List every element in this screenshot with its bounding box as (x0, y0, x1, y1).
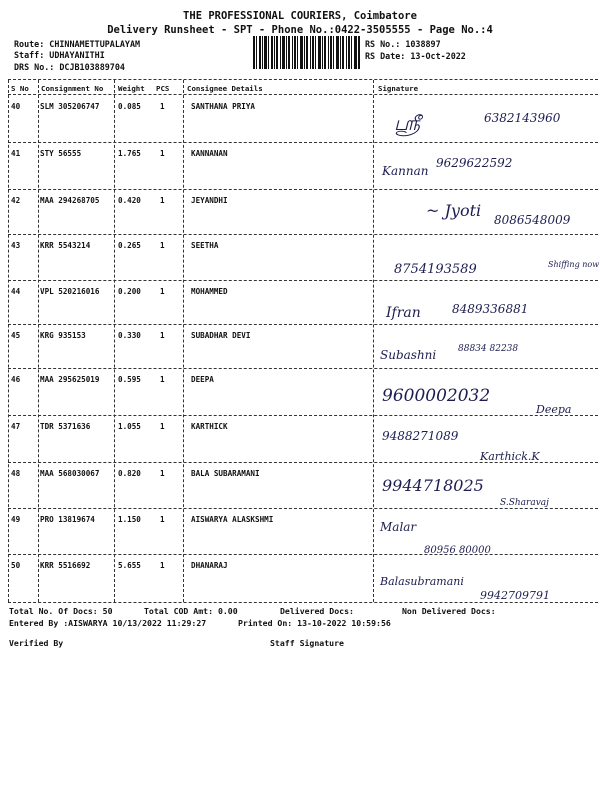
signature-phone: 8489336881 (452, 302, 529, 316)
signature-name: Balasubramani (380, 575, 464, 588)
handwritten-signature (376, 509, 596, 555)
row-consignee: AISWARYA ALASKSHMI (191, 515, 274, 524)
signature-phone: 9629622592 (436, 156, 513, 170)
total-docs: Total No. Of Docs: 50 (9, 606, 113, 616)
signature-name: Malar (380, 520, 417, 534)
header-bottom-border (8, 94, 598, 95)
row-consignment: SLM 305206747 (40, 102, 100, 111)
signature-phone: 88834 82238 (458, 344, 519, 354)
row-sno: 49 (11, 515, 21, 524)
table-row (0, 555, 600, 601)
row-pcs: 1 (160, 469, 165, 478)
row-sno: 42 (11, 196, 21, 205)
row-weight: 5.655 (118, 561, 141, 570)
row-weight: 0.330 (118, 331, 141, 340)
row-consignment: PRO 13819674 (40, 515, 95, 524)
table-row (0, 281, 600, 327)
row-consignment: TDR 5371636 (40, 422, 91, 431)
row-consignment: MAA 568030067 (40, 469, 100, 478)
row-consignee: KANNANAN (191, 149, 228, 158)
row-consignment: KRG 935153 (40, 331, 86, 340)
signature-name: Deepa (536, 403, 572, 416)
row-consignee: SEETHA (191, 241, 219, 250)
runsheet-subtitle: Delivery Runsheet - SPT - Phone No.:0422-3505555 - Page No.:4 (107, 24, 493, 36)
row-consignee: DHANARAJ (191, 561, 228, 570)
row-consignment: MAA 294268705 (40, 196, 100, 205)
row-weight: 1.150 (118, 515, 141, 524)
signature-phone: 9488271089 (382, 429, 459, 443)
row-pcs: 1 (160, 331, 165, 340)
signature-name: ~ Jyoti (426, 201, 482, 220)
row-consignee: KARTHICK (191, 422, 228, 431)
row-weight: 0.265 (118, 241, 141, 250)
row-weight: 0.085 (118, 102, 141, 111)
signature-phone: 8086548009 (494, 213, 571, 227)
row-pcs: 1 (160, 287, 165, 296)
row-sno: 48 (11, 469, 21, 478)
staff-signature: Staff Signature (270, 638, 344, 648)
company-title: THE PROFESSIONAL COURIERS, Coimbatore (183, 10, 417, 22)
row-sno: 46 (11, 375, 21, 384)
col-header-pcs: PCS (156, 84, 170, 93)
handwritten-signature (376, 281, 596, 327)
row-pcs: 1 (160, 196, 165, 205)
signature-name: Kannan (382, 164, 429, 178)
col-header-sno: S No (11, 84, 29, 93)
row-weight: 1.055 (118, 422, 141, 431)
route-label: Route: CHINNAMETTUPALAYAM (14, 39, 141, 49)
row-consignee: BALA SUBARAMANI (191, 469, 260, 478)
signature-phone: 9942709791 (480, 589, 550, 602)
row-consignee: JEYANDHI (191, 196, 228, 205)
row-consignee: DEEPA (191, 375, 214, 384)
drs-number: DRS No.: DCJB103889704 (14, 62, 125, 72)
table-row (0, 369, 600, 415)
table-row (0, 463, 600, 509)
signature-name: Ifran (386, 305, 421, 321)
signature-name: S.Sharavaj (500, 498, 549, 508)
row-consignee: MOHAMMED (191, 287, 228, 296)
staff-label: Staff: UDHAYANITHI (14, 50, 105, 60)
row-consignment: VPL 520216016 (40, 287, 100, 296)
row-consignment: STY 56555 (40, 149, 82, 158)
handwritten-signature (376, 416, 596, 462)
row-pcs: 1 (160, 375, 165, 384)
row-sno: 45 (11, 331, 21, 340)
row-sno: 40 (11, 102, 21, 111)
row-sno: 50 (11, 561, 21, 570)
printed-on: Printed On: 13-10-2022 10:59:56 (238, 618, 391, 628)
signature-phone: 8754193589 (394, 262, 477, 277)
signature-name: Shiffing now (548, 260, 600, 269)
entered-by: Entered By :AISWARYA 10/13/2022 11:29:27 (9, 618, 207, 628)
signature-name: Subashni (380, 348, 437, 362)
row-pcs: 1 (160, 515, 165, 524)
row-weight: 0.420 (118, 196, 141, 205)
col-header-consignment: Consignment No (41, 84, 104, 93)
handwritten-signature (376, 463, 596, 509)
handwritten-signature (376, 235, 600, 281)
signature-phone: 6382143960 (484, 111, 561, 125)
row-sno: 43 (11, 241, 21, 250)
row-consignment: KRR 5543214 (40, 241, 91, 250)
signature-phone: 9944718025 (382, 476, 484, 495)
table-row (0, 143, 600, 189)
total-cod: Total COD Amt: 0.00 (144, 606, 238, 616)
row-weight: 0.200 (118, 287, 141, 296)
row-pcs: 1 (160, 241, 165, 250)
table-row (0, 190, 600, 236)
row-sno: 41 (11, 149, 21, 158)
handwritten-signature (376, 325, 596, 371)
verified-by: Verified By (9, 638, 64, 648)
row-consignment: KRR 5516692 (40, 561, 91, 570)
rs-date: RS Date: 13-Oct-2022 (365, 51, 466, 61)
handwritten-signature (376, 96, 596, 142)
delivered-docs: Delivered Docs: (280, 606, 354, 616)
handwritten-signature (376, 555, 596, 601)
row-weight: 0.820 (118, 469, 141, 478)
table-bottom-border (8, 602, 598, 603)
col-header-signature: Signature (378, 84, 419, 93)
row-consignee: SUBADHAR DEVI (191, 331, 251, 340)
signature-name: Karthick.K (480, 450, 540, 463)
table-top-border (8, 79, 598, 80)
signature-name: ஸ்ரீ (394, 111, 421, 135)
row-pcs: 1 (160, 422, 165, 431)
col-header-consignee: Consignee Details (187, 84, 263, 93)
row-sno: 47 (11, 422, 21, 431)
rs-number: RS No.: 1038897 (365, 39, 441, 49)
table-row (0, 416, 600, 462)
col-header-weight: Weight (118, 84, 145, 93)
row-pcs: 1 (160, 102, 165, 111)
row-sno: 44 (11, 287, 21, 296)
table-row (0, 509, 600, 555)
row-pcs: 1 (160, 561, 165, 570)
row-consignment: MAA 295625019 (40, 375, 100, 384)
row-weight: 0.595 (118, 375, 141, 384)
barcode-icon (253, 36, 360, 69)
handwritten-signature (376, 190, 596, 236)
row-pcs: 1 (160, 149, 165, 158)
row-consignee: SANTHANA PRIYA (191, 102, 256, 111)
handwritten-signature (376, 369, 596, 415)
table-row (0, 235, 600, 281)
non-delivered-docs: Non Delivered Docs: (402, 606, 496, 616)
table-row (0, 325, 600, 371)
table-row (0, 96, 600, 142)
signature-phone: 80956 80000 (424, 545, 491, 556)
signature-phone: 9600002032 (382, 386, 491, 406)
handwritten-signature (376, 143, 596, 189)
row-weight: 1.765 (118, 149, 141, 158)
